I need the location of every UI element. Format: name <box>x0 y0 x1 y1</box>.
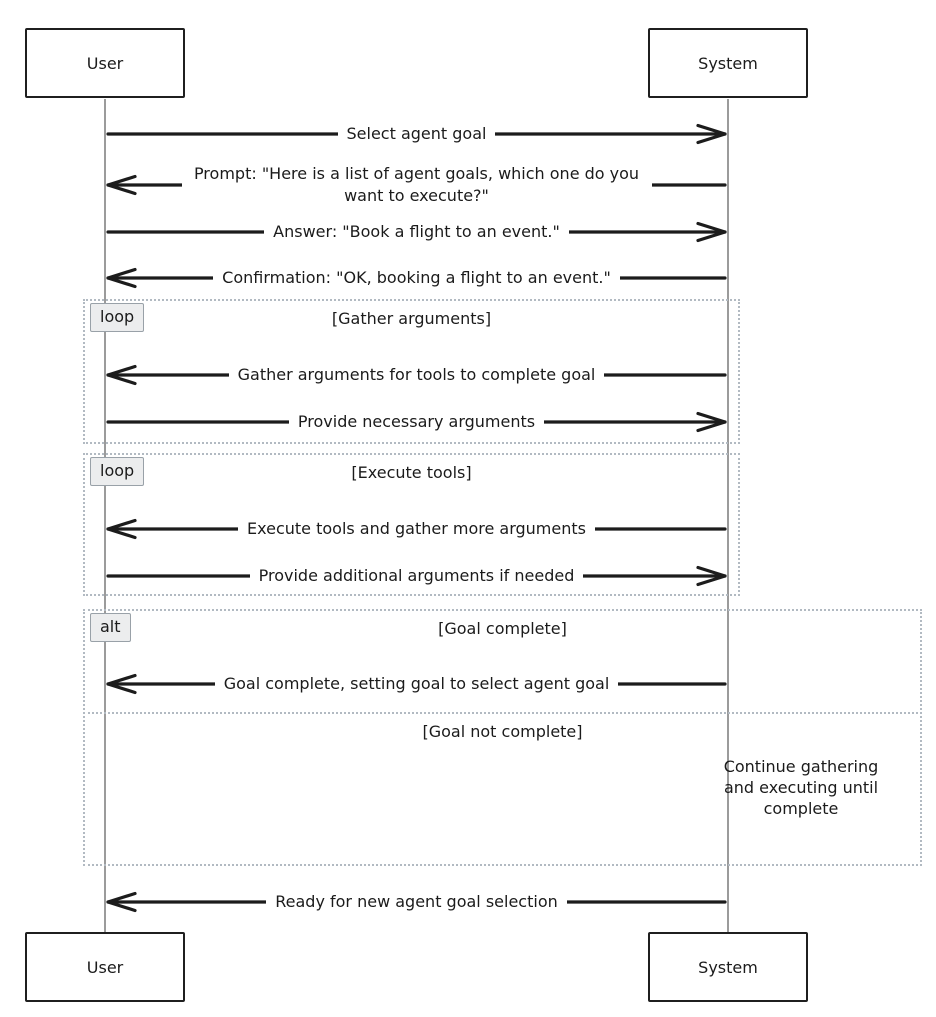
message-label: Answer: "Book a flight to an event." <box>264 221 569 243</box>
note-line: complete <box>763 799 839 818</box>
loop-condition: [Execute tools] <box>351 463 472 482</box>
actor-label: User <box>86 53 124 73</box>
alt-frame-goal-complete <box>83 609 922 866</box>
message-label: Confirmation: "OK, booking a flight to an event." <box>213 267 620 289</box>
alt-divider <box>83 712 922 714</box>
actor-box-system-top <box>648 28 808 98</box>
actor-label: User <box>86 957 124 977</box>
actor-box-system-bottom <box>648 932 808 1002</box>
note-line: and executing until <box>723 778 879 797</box>
note-continue-until-complete <box>712 756 890 819</box>
message-label: Provide necessary arguments <box>289 411 544 433</box>
message-label: Gather arguments for tools to complete goal <box>229 364 605 386</box>
actor-label: System <box>698 957 758 977</box>
message-label: Provide additional arguments if needed <box>250 565 584 587</box>
actor-box-user-bottom <box>25 932 185 1002</box>
message-label: Prompt: "Here is a list of agent goals, which one do you want to execute?" <box>182 163 652 208</box>
alt-tag: alt <box>90 613 131 642</box>
message-label: Ready for new agent goal selection <box>266 891 567 913</box>
message-label: Execute tools and gather more arguments <box>238 518 595 540</box>
loop-tag: loop <box>90 457 144 486</box>
message-label: Goal complete, setting goal to select agent goal <box>215 673 619 695</box>
message-label: Select agent goal <box>338 123 496 145</box>
alt-condition: [Goal complete] <box>438 619 567 638</box>
alt-else-condition: [Goal not complete] <box>422 722 583 741</box>
actor-box-user-top <box>25 28 185 98</box>
loop-condition: [Gather arguments] <box>331 309 492 328</box>
note-line: Continue gathering <box>723 757 879 776</box>
loop-tag: loop <box>90 303 144 332</box>
actor-label: System <box>698 53 758 73</box>
